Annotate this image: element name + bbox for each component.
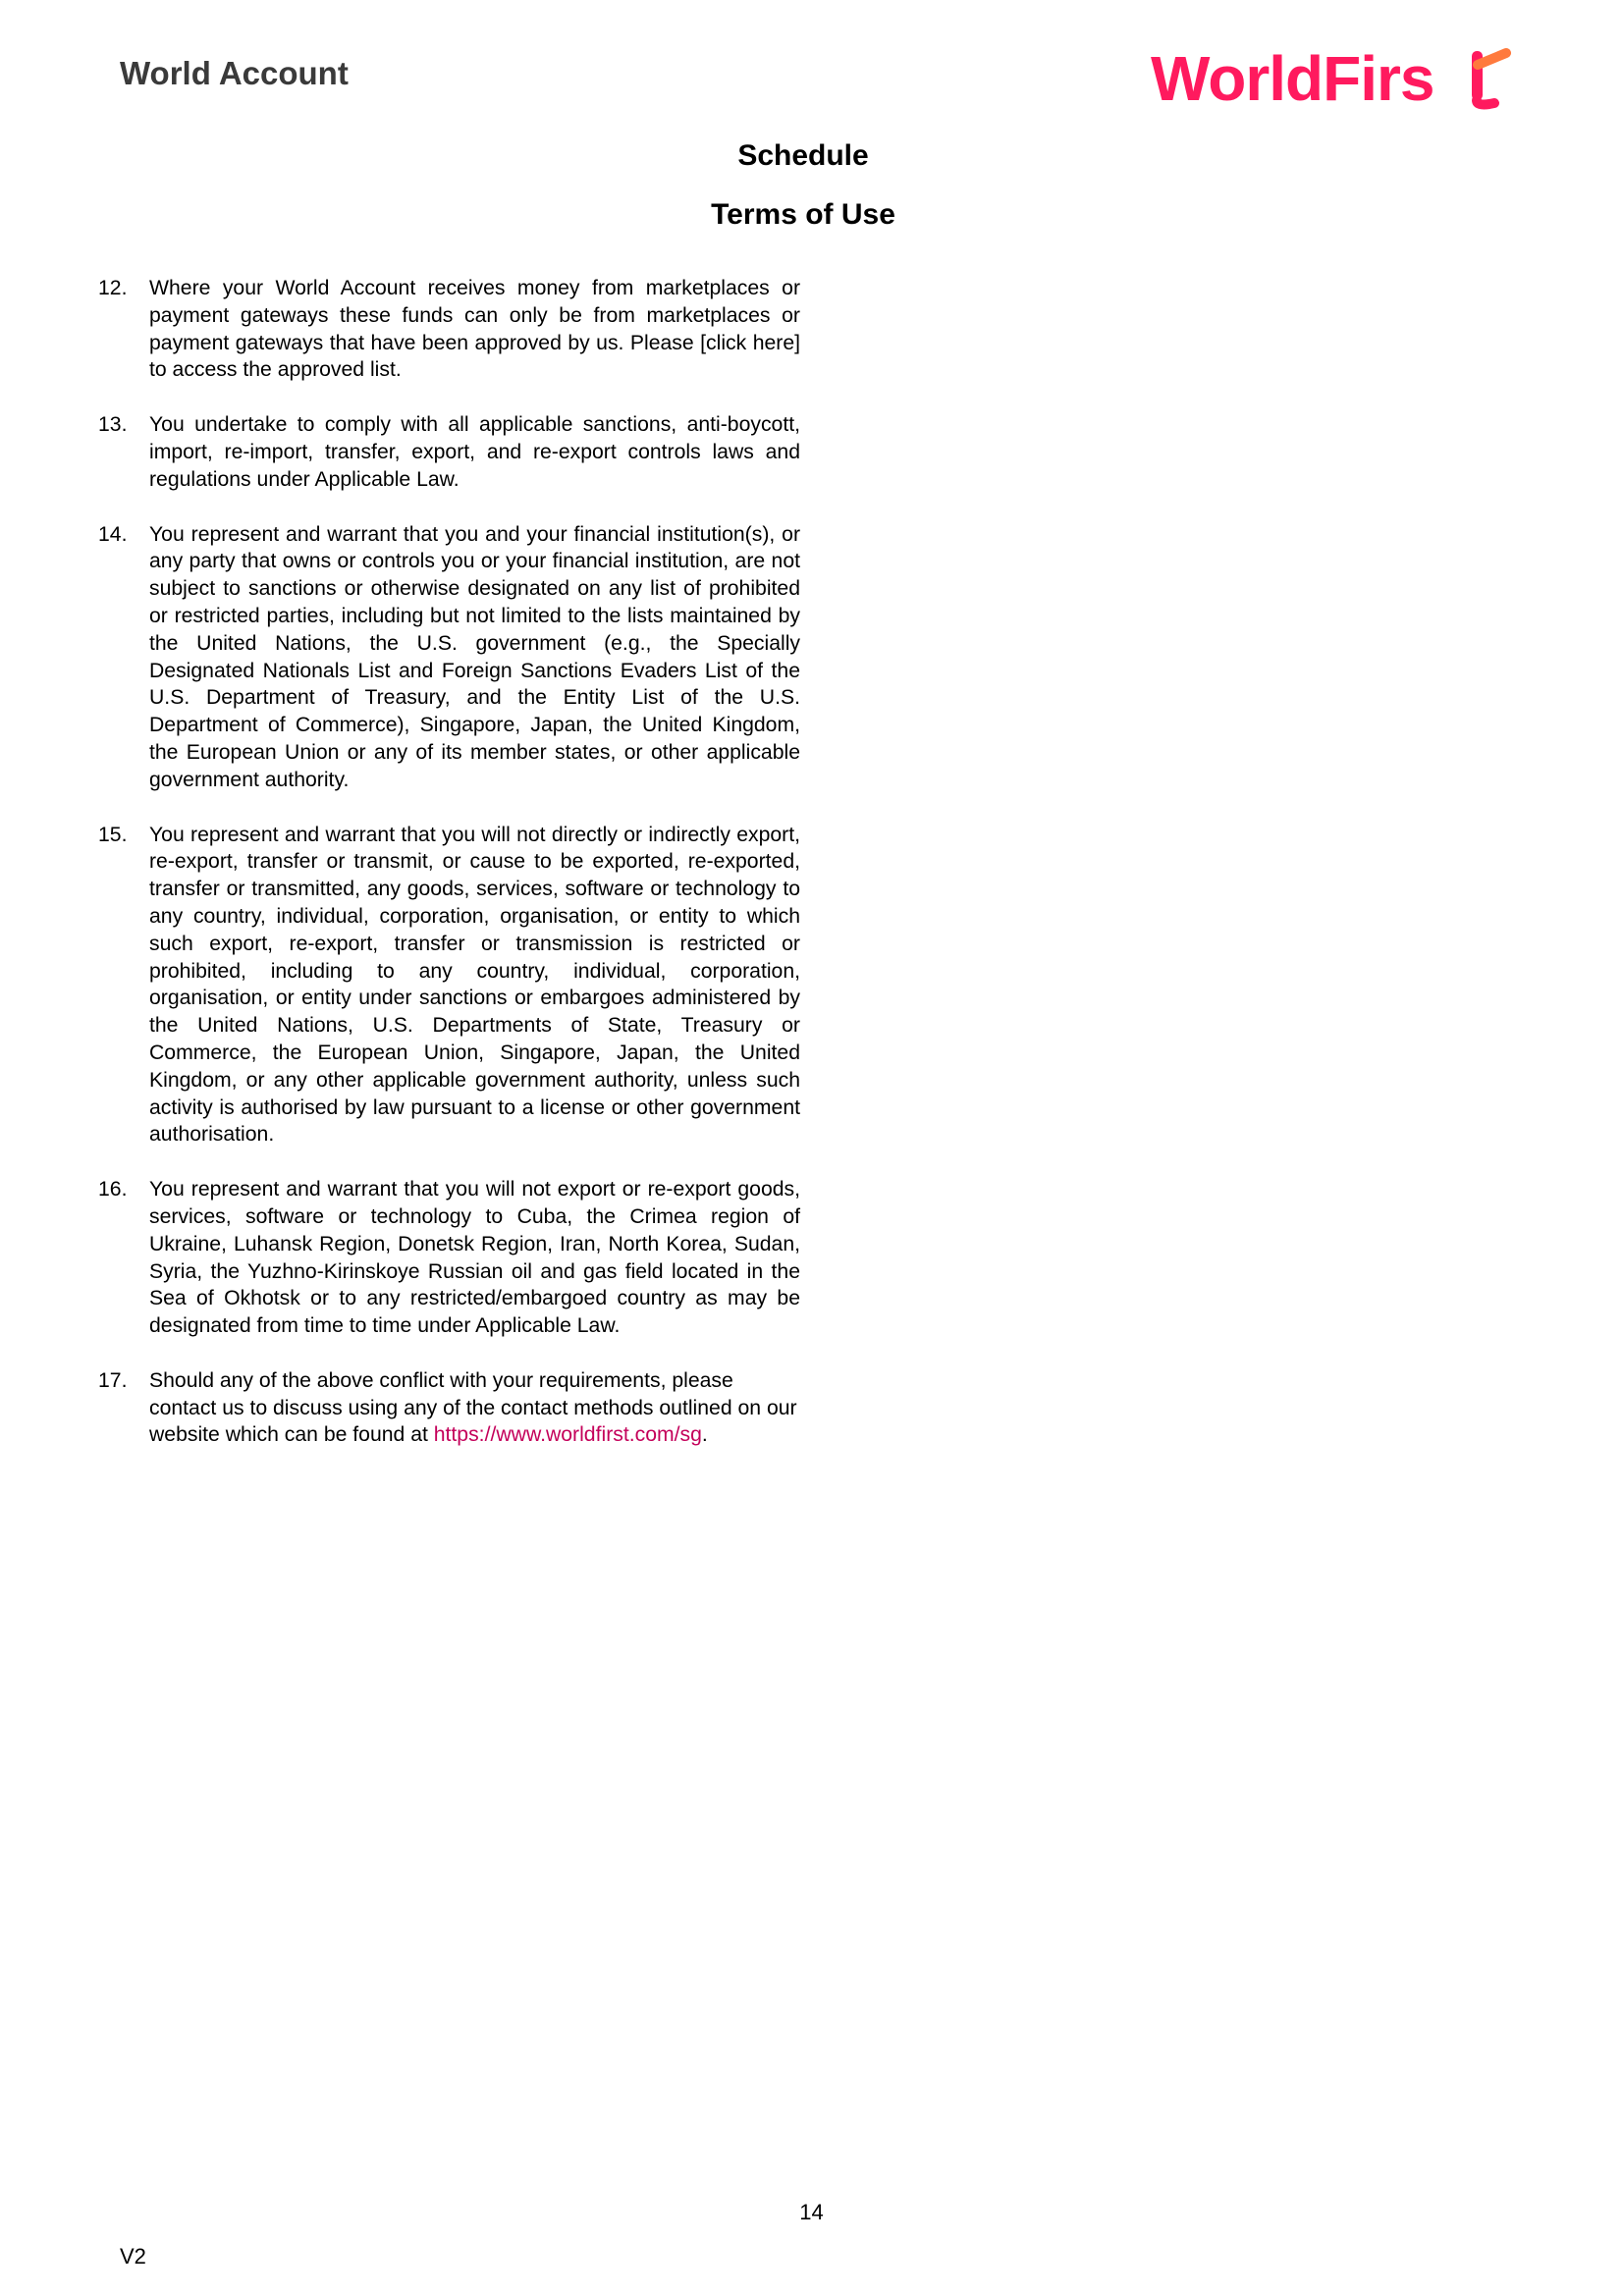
clause-text: You undertake to comply with all applicable sanctions, anti-boycott, import, re-import, transfer, export, and re-export controls laws and regulations under Applicable Law. — [149, 413, 800, 491]
clause-list — [98, 275, 800, 1476]
clause-15 — [98, 822, 800, 1149]
clause-text: You represent and warrant that you will not export or re-export goods, services, software or technology to Cuba, the Crimea region of Ukraine, Luhansk Region, Donetsk Region, Iran, North Korea, Sudan, Syria, the Yuzhno-Kirinskoye Russian oil and gas field located in the Sea of Okhotsk or to any restricted/embargoed country as may be designated from time to time under Applicable Law. — [149, 1178, 800, 1338]
terms-of-use-heading: Terms of Use — [711, 198, 895, 231]
clause-number: 16. — [98, 1178, 128, 1201]
clause-number: 12. — [98, 277, 128, 299]
clause-12 — [98, 275, 800, 384]
clause-text-after-link: . — [701, 1423, 708, 1447]
clause-text — [149, 1367, 800, 1449]
clause-text: You represent and warrant that you will not directly or indirectly export, re-export, transfer or transmit, or cause to be exported, re-exported, transfer or transmitted, any goods, services, software or technology to any country, individual, corporation, organisation, or entity to which such export, re-export, transfer or transmission is restricted or prohibited, including to any country, individual, corporation, organisation, or entity under sanctions or embargoes administered by the United Nations, U.S. Departments of State, Treasury or Commerce, the European Union, Singapore, Japan, the United Kingdom, or any other applicable government authority, unless such activity is authorised by law pursuant to a license or other government authorisation. — [149, 823, 800, 1147]
clause-text-before-link: Should any of the above conflict with your requirements, please contact us to discuss using any of the contact methods outlined on our website which can be found at — [149, 1368, 797, 1447]
clause-number: 15. — [98, 823, 128, 846]
clause-13 — [98, 411, 800, 493]
clause-text: You represent and warrant that you and your financial institution(s), or any party that owns or controls you or your financial institution, are not subject to sanctions or otherwise designated on any list of prohibited or restricted parties, including but not limited to the lists maintained by the United Nations, the U.S. government (e.g., the Specially Designated Nationals List and Foreign Sanctions Evaders List of the U.S. Department of Treasury, and the Entity List of the U.S. Department of Commerce), Singapore, Japan, the United Kingdom, the European Union or any of its member states, or other applicable government authority. — [149, 522, 800, 791]
version-label: V2 — [120, 2244, 146, 2269]
document-title: World Account — [120, 55, 349, 91]
clause-text: Where your World Account receives money from marketplaces or payment gateways these funds can only be from marketplaces or payment gateways that have been approved by us. Please [click here] to access the approved list. — [149, 277, 800, 382]
schedule-heading: Schedule — [737, 139, 869, 172]
worldfirst-logo-graphic — [1151, 41, 1524, 112]
clause-17 — [98, 1367, 800, 1449]
worldfirst-logo — [1151, 41, 1524, 112]
worldfirst-website-link[interactable]: https://www.worldfirst.com/sg — [433, 1423, 702, 1447]
clause-16 — [98, 1176, 800, 1340]
svg-text:WorldFirs: WorldFirs — [1151, 43, 1434, 112]
clause-number: 13. — [98, 413, 128, 437]
clause-number: 17. — [98, 1368, 128, 1392]
page-number: 14 — [799, 2200, 824, 2224]
clause-number: 14. — [98, 522, 128, 546]
clause-14 — [98, 521, 800, 794]
